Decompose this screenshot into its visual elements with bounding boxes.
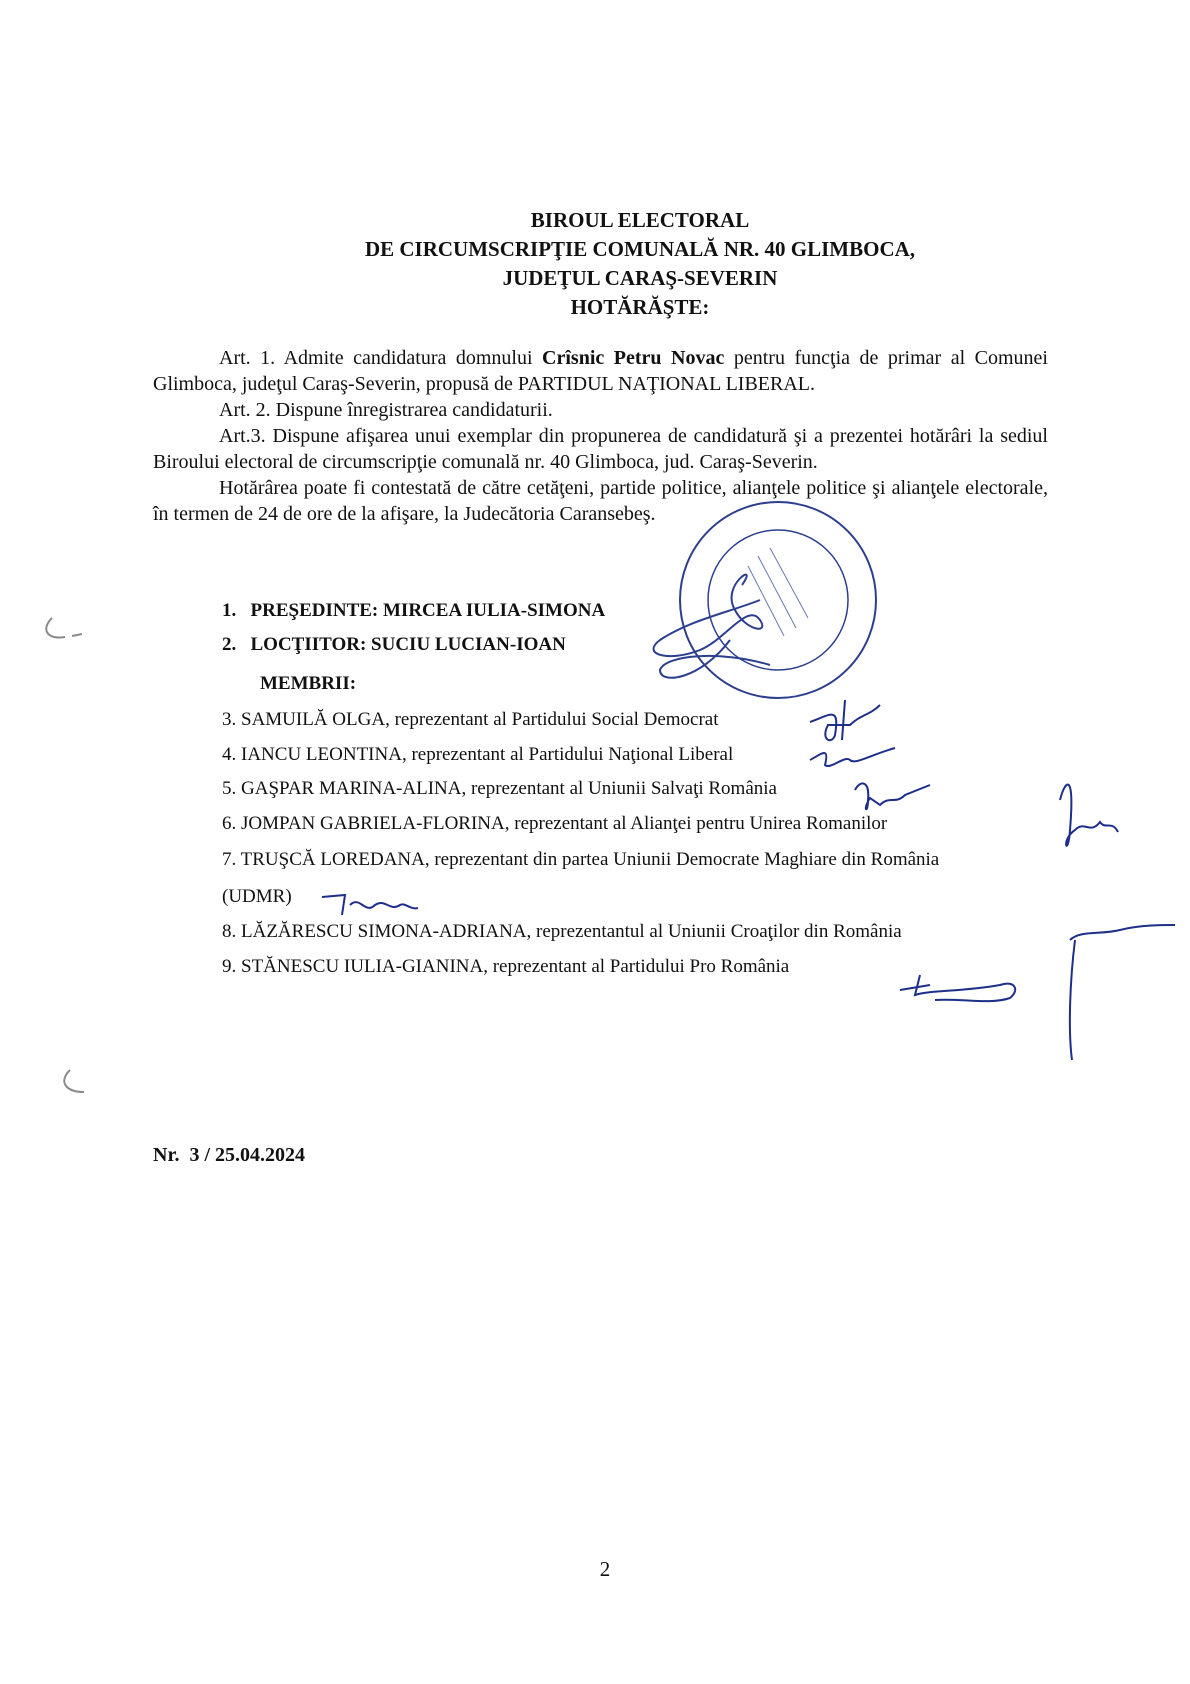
signature-member-7 xyxy=(322,895,418,915)
stamp-inner-lines xyxy=(748,548,808,636)
article-3: Art.3. Dispune afişarea unui exemplar din propunerea de candidatură şi a prezentei hotărâri la sediul Biroului electoral de circumscripţie comunală nr. 40 Glimboca, jud. Caraş-Severin. xyxy=(153,425,1048,473)
document-header xyxy=(0,206,1190,322)
official-president xyxy=(222,600,605,622)
margin-marks xyxy=(46,618,84,1092)
page-number: 2 xyxy=(599,1557,611,1581)
decision-number-label: Nr. xyxy=(153,1144,180,1166)
president-signature xyxy=(654,575,763,656)
decision-number xyxy=(153,1144,305,1167)
candidate-name: Crîsnic Petru Novac xyxy=(542,347,725,369)
member-item-continuation: (UDMR) xyxy=(222,886,292,907)
member-item: 6. JOMPAN GABRIELA-FLORINA, reprezentant al Alianţei pentru Unirea Romanilor xyxy=(222,813,888,834)
member-item: 8. LĂZĂRESCU SIMONA-ADRIANA, reprezentantul al Uniunii Croaţilor din România xyxy=(222,921,902,942)
official-text: PREŞEDINTE: MIRCEA IULIA-SIMONA xyxy=(250,600,606,621)
signature-member-3 xyxy=(810,700,880,740)
member-item: 4. IANCU LEONTINA, reprezentant al Partidului Naţional Liberal xyxy=(222,744,734,765)
header-line-1: BIROUL ELECTORAL xyxy=(530,208,750,232)
members-title: MEMBRII: xyxy=(260,673,357,694)
official-number: 2. xyxy=(222,634,237,655)
header-line-4: HOTĂRĂŞTE: xyxy=(570,295,710,319)
signature-member-9 xyxy=(900,975,1015,1001)
deputy-signature xyxy=(660,640,770,678)
official-text: LOCŢIITOR: SUCIU LUCIAN-IOAN xyxy=(250,634,566,655)
stamp-outer-ring xyxy=(680,502,876,698)
decision-body xyxy=(153,345,1048,527)
margin-mark-bottom xyxy=(64,1070,84,1092)
article-2: Art. 2. Dispune înregistrarea candidaturii. xyxy=(219,399,553,421)
official-stamp xyxy=(654,502,876,698)
article-1-prefix: Art. 1. Admite candidatura domnului xyxy=(219,347,543,369)
member-item: 5. GAŞPAR MARINA-ALINA, reprezentant al Uniunii Salvaţi România xyxy=(222,778,777,799)
stamp-inner-ring xyxy=(708,530,848,670)
decision-number-value: 3 / 25.04.2024 xyxy=(189,1144,306,1166)
margin-mark-top xyxy=(46,618,82,638)
signature-member-8 xyxy=(1070,925,1175,1060)
signature-member-5 xyxy=(855,783,930,809)
signature-member-6 xyxy=(1060,785,1118,846)
signature-member-4 xyxy=(810,748,895,766)
member-item: 9. STĂNESCU IULIA-GIANINA, reprezentant al Partidului Pro România xyxy=(222,956,790,977)
article-1-suffix: pentru funcţia de primar al Comunei Glimboca, judeţul Caraş-Severin, propusă de PARTIDUL NAŢIONAL LIBERAL. xyxy=(153,347,1048,395)
official-number: 1. xyxy=(222,600,237,621)
member-item: 7. TRUŞCĂ LOREDANA, reprezentant din partea Uniunii Democrate Maghiare din România xyxy=(222,849,940,870)
official-deputy xyxy=(222,634,566,656)
header-line-3: JUDEŢUL CARAŞ-SEVERIN xyxy=(502,266,778,290)
header-line-2: DE CIRCUMSCRIPŢIE COMUNALĂ NR. 40 GLIMBOCA, xyxy=(364,237,916,261)
appeal-notice: Hotărârea poate fi contestată de către cetăţeni, partide politice, alianţele politice şi alianţele electorale, în termen de 24 de ore de la afişare, la Judecătoria Caransebeş. xyxy=(153,477,1048,525)
article-1 xyxy=(153,345,1048,397)
member-item: 3. SAMUILĂ OLGA, reprezentant al Partidului Social Democrat xyxy=(222,709,719,730)
